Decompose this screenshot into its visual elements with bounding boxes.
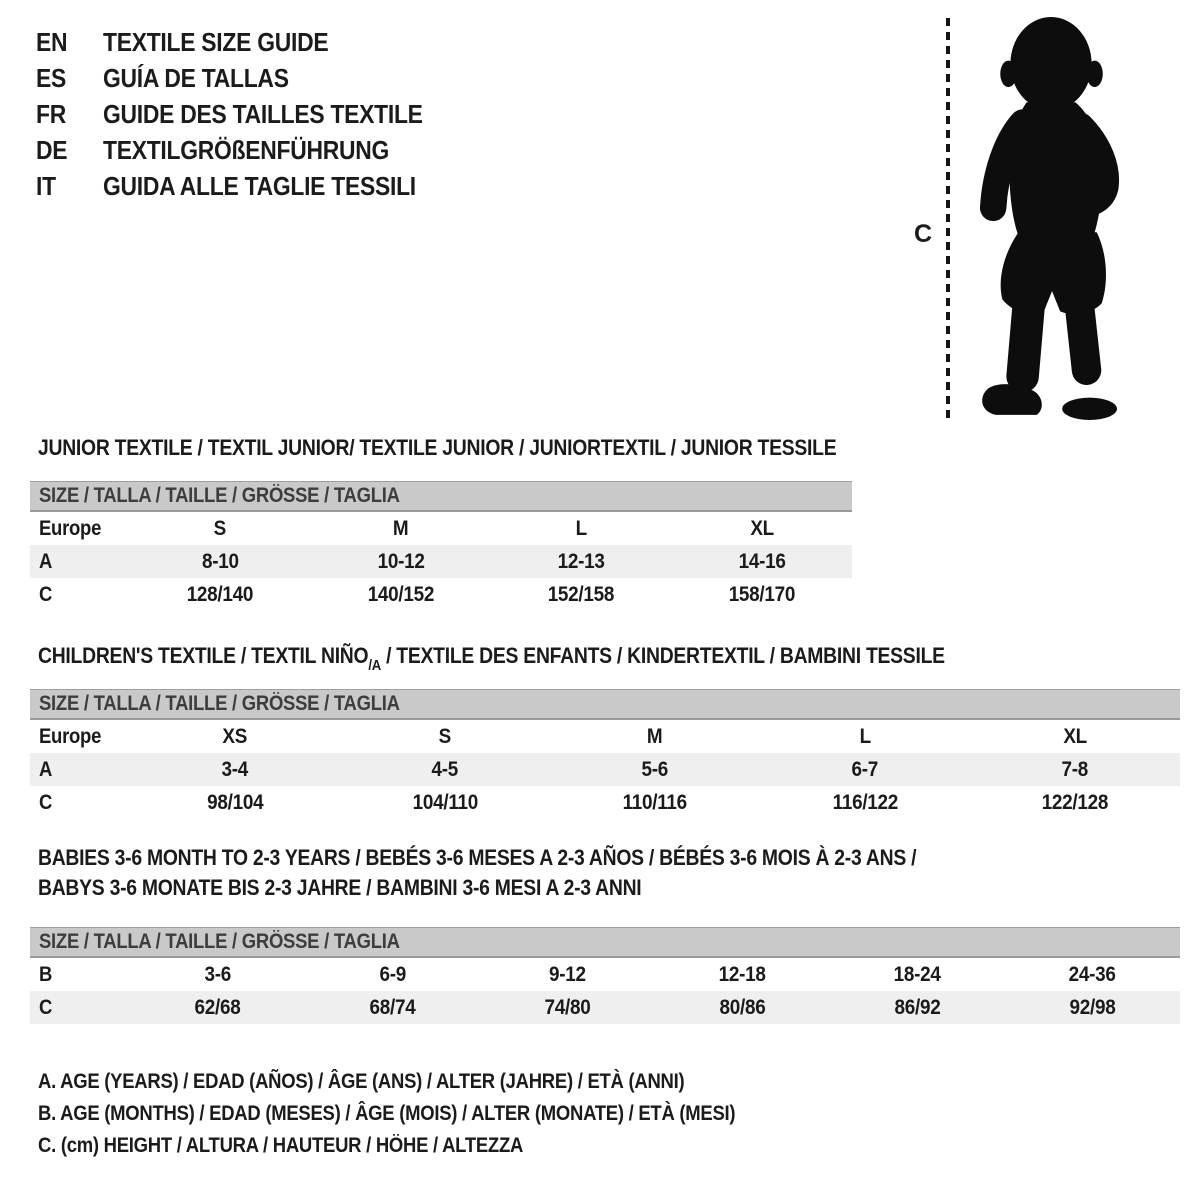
footnote-age-years: A. AGE (YEARS) / EDAD (AÑOS) / ÂGE (ANS) / ALTER (JAHRE) / ETÀ (ANNI) — [38, 1070, 685, 1093]
guide-title-de: TEXTILGRÖßENFÜHRUNG — [103, 134, 390, 165]
junior-size-header-band: SIZE / TALLA / TAILLE / GRÖSSE / TAGLIA — [30, 481, 852, 512]
children-row-europe: Europe XS S M L XL — [39, 724, 1087, 748]
guide-title-en: TEXTILE SIZE GUIDE — [103, 26, 329, 57]
lang-code-fr: FR — [36, 98, 66, 129]
guide-title-it: GUIDA ALLE TAGLIE TESSILI — [103, 170, 416, 201]
toddler-silhouette-icon — [962, 15, 1138, 421]
babies-row-height: C 62/68 68/74 74/80 80/86 86/92 92/98 — [30, 991, 1180, 1024]
guide-title-es: GUÍA DE TALLAS — [103, 62, 289, 93]
lang-row-fr — [36, 96, 466, 132]
lang-row-it — [36, 168, 466, 204]
lang-row-de — [36, 132, 466, 168]
footnote-height-cm: C. (cm) HEIGHT / ALTURA / HAUTEUR / HÖHE / ALTEZZA — [38, 1134, 524, 1157]
babies-size-table — [30, 927, 1180, 1024]
language-title-list — [36, 24, 466, 204]
junior-row-height: C 128/140 140/152 152/158 158/170 — [39, 582, 795, 606]
children-row-height: C 98/104 104/110 110/116 116/122 122/128 — [39, 790, 1109, 814]
guide-title-fr: GUIDE DES TAILLES TEXTILE — [103, 98, 423, 129]
lang-row-en — [36, 24, 466, 60]
lang-code-de: DE — [36, 134, 68, 165]
babies-title-line2: BABYS 3-6 MONATE BIS 2-3 JAHRE / BAMBINI 3-6 MESI A 2-3 ANNI — [38, 875, 642, 900]
lang-code-es: ES — [36, 62, 67, 93]
junior-section-title: JUNIOR TEXTILE / TEXTIL JUNIOR/ TEXTILE JUNIOR / JUNIORTEXTIL / JUNIOR TESSILE — [38, 435, 837, 460]
height-dashed-line — [946, 18, 950, 418]
children-size-header-band: SIZE / TALLA / TAILLE / GRÖSSE / TAGLIA — [30, 689, 1180, 720]
babies-section-title — [38, 843, 1036, 903]
footnote-age-months: B. AGE (MONTHS) / EDAD (MESES) / ÂGE (MOIS) / ALTER (MONATE) / ETÀ (MESI) — [38, 1102, 736, 1125]
height-figure — [900, 8, 1170, 433]
junior-row-europe: Europe S M L XL — [39, 516, 774, 540]
children-row-age: A 3-4 4-5 5-6 6-7 7-8 — [30, 753, 1180, 786]
babies-size-header-band: SIZE / TALLA / TAILLE / GRÖSSE / TAGLIA — [30, 927, 1180, 958]
nino-a-subscript: /A — [368, 657, 381, 675]
babies-title-line1: BABIES 3-6 MONTH TO 2-3 YEARS / BEBÉS 3-6 MESES A 2-3 AÑOS / BÉBÉS 3-6 MOIS À 2-3 ANS / — [38, 845, 917, 870]
junior-size-table — [30, 481, 852, 611]
children-section-title: CHILDREN'S TEXTILE / TEXTIL $NIÑO_{/A}$ / TEXTILE DES ENFANTS / KINDERTEXTIL / BAMBINI TESSILE — [38, 643, 945, 675]
height-measure-label: C — [914, 220, 933, 248]
lang-row-es — [36, 60, 466, 96]
babies-row-months: B 3-6 6-9 9-12 12-18 18-24 24-36 — [39, 962, 1116, 986]
children-size-table — [30, 689, 1180, 819]
lang-code-it: IT — [36, 170, 56, 201]
lang-code-en: EN — [36, 26, 68, 57]
footnote-list — [38, 1066, 830, 1162]
junior-row-age: A 8-10 10-12 12-13 14-16 — [30, 545, 852, 578]
